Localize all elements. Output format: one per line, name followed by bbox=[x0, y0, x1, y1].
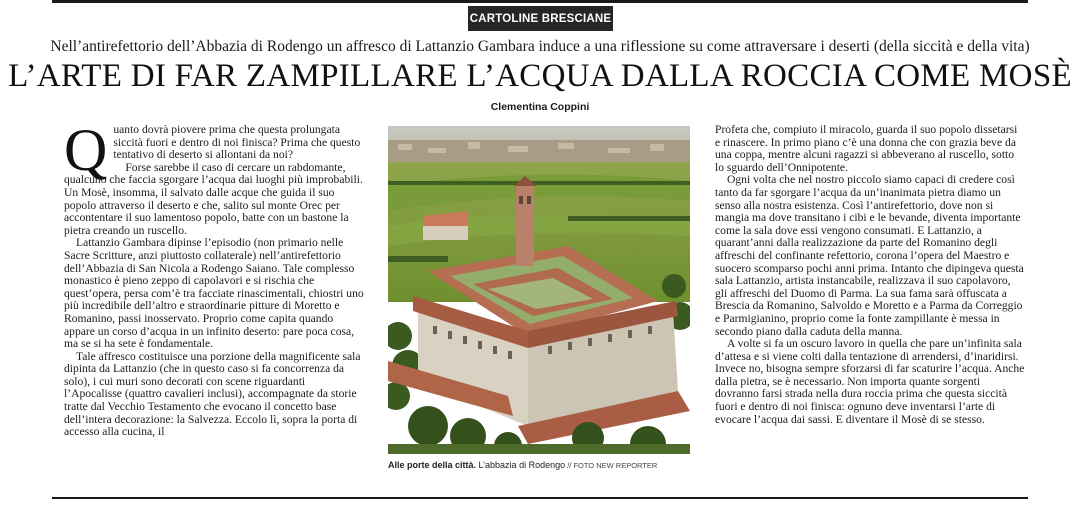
paragraph: Profeta che, compiuto il miracolo, guarda il suo popolo dissetarsi e rinascere. In primo piano c’è una donna che con grazia beve da una coppa, mentre alcuni ragazzi si abbeverano al ruscello, sotto lo sguardo dell’Onnipotente. bbox=[715, 124, 1018, 174]
paragraph: Ogni volta che nel nostro piccolo siamo capaci di credere così tanto da far sgorgare l’acqua da un’inanimata pietra diamo un senso alla nostra esistenza. Così l’antirefettorio, dove non si mangia ma dove transitano i cibi e le bevande, diventa importante come la sala dove essi vengono consumati. E Lattanzio, a quarant’anni dalla realizzazione da parte del Romanino degli affreschi del confinante refettorio, corona l’opera del Maestro e suocero scomparso pochi anni prima. Intanto che dipingeva questa sala Lattanzio, artista instancabile, realizzava il suo capolavoro, gli affreschi del Duomo di Parma. La sua fama sarà offuscata a Brescia da Romanino, Salvoldo e Moretto e a Parma da Correggio e Parmigianino, proprio come la fonte zampillante è messa in secondo piano dalla caduta della manna. bbox=[715, 173, 1024, 338]
drop-cap: Q bbox=[64, 124, 108, 183]
paragraph: Forse sarebbe il caso di cercare un rabdomante, qualcuno che faccia sgorgare l’acqua dai luoghi più improbabili. Un Mosè, insomma, il salvato dalle acque che guida il suo popolo attraverso il deserto e che, salito sul monte Orec per accontentare il suo lamentoso popolo, batte con un bastone la pietra creando un ruscello. bbox=[64, 160, 363, 237]
caption-text: L’abbazia di Rodengo bbox=[476, 460, 566, 470]
caption-title: Alle porte della città. bbox=[388, 460, 477, 470]
article-subtitle: Nell’antirefettorio dell’Abbazia di Rodengo un affresco di Lattanzio Gambara induce a una riflessione su come attraversare i deserti (della siccità e della vita) bbox=[50, 38, 1030, 55]
paragraph: Tale affresco costituisce una porzione della magnificente sala dipinta da Lattanzio (che in questo caso si fa concorrenza da solo), i cui muri sono decorati con scene riguardanti l’Apocalisse (quattro cavalieri inclusi), accompagnate da storie tratte dal Vecchio Testamento che evocano il concetto base dell’intera decorazione: la Salvezza. Eccolo lì, sopra la porta di accesso alla cucina, il bbox=[64, 349, 361, 439]
photo-credit: // FOTO NEW REPORTER bbox=[565, 461, 658, 470]
paragraph: A volte si fa un oscuro lavoro in quella che pare un’infinita sala d’attesa e si viene colti dalla tentazione di arrendersi, d’inaridirsi. Invece no, bisogna sempre sforzarsi di far scaturire l’acqua. Anche dalla pietra, se è necessario. Non importa quante sorgenti dovranno farsi strada nella dura roccia prima che questa siccità fuori e dentro di noi finisca: ognuno deve inventarsi l’arte di evocare l’acqua dai sassi. E diventare il Mosè di se stesso. bbox=[715, 337, 1025, 426]
byline: Clementina Coppini bbox=[490, 101, 590, 113]
paragraph bbox=[64, 124, 364, 183]
paragraph-text: uanto dovrà piovere prima che questa prolungata siccità fuori e dentro di noi finisca? Prima che questo tentativo di deserto si allontani da noi? bbox=[113, 124, 361, 162]
paragraph: Lattanzio Gambara dipinse l’episodio (non primario nelle Sacre Scritture, anzi piuttosto collaterale) nell’antirefettorio dell’Abbazia di San Nicola a Rodengo Saiano. Tale complesso monastico è pieno zeppo di capolavori e si rischia che quest’opera, persa com’è tra facciate rinascimentali, chiostri uno più incredibile dell’altro e straordinarie pitture di Moretto e Romanino, passi inosservato. Proprio come capita quando appare un corso d’acqua in un infinito deserto: pare poca cosa, ma se si ha sete è fondamentale. bbox=[64, 236, 364, 351]
article-column-3 bbox=[715, 124, 1025, 474]
abbey-photo bbox=[388, 126, 690, 454]
article-column-1 bbox=[64, 124, 364, 474]
top-rule bbox=[52, 0, 1028, 3]
bottom-rule bbox=[52, 497, 1028, 499]
photo-caption bbox=[388, 460, 698, 470]
section-tag: CARTOLINE BRESCIANE bbox=[468, 6, 613, 31]
article-headline: L’ARTE DI FAR ZAMPILLARE L’ACQUA DALLA ROCCIA COME MOSÈ bbox=[8, 58, 1072, 94]
